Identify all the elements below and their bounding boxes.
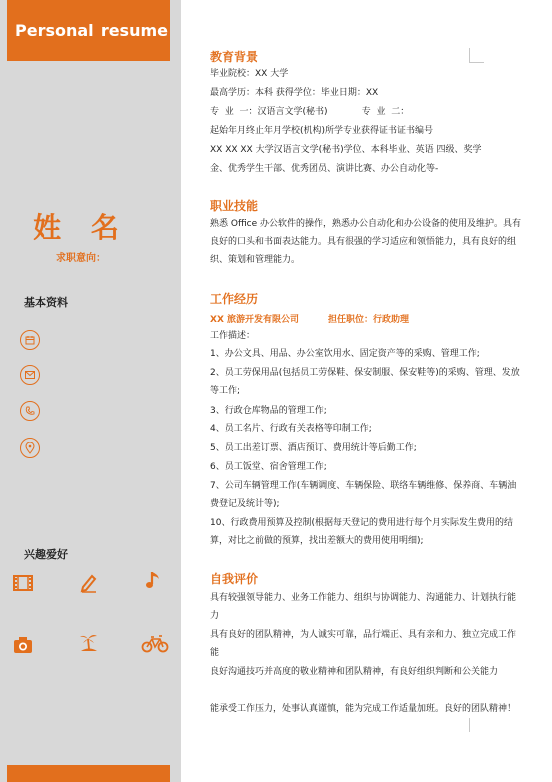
education-line: 最高学历：本科 获得学位：毕业日期：XX <box>210 88 379 98</box>
music-icon <box>143 569 165 591</box>
candidate-name: 姓 名 <box>33 211 129 244</box>
sidebar <box>0 0 181 782</box>
phone-icon <box>20 401 40 421</box>
education-line: 专 业 一：汉语言文学(秘书) 专 业 二： <box>210 107 410 117</box>
bicycle-icon <box>141 633 169 655</box>
skills-text: 熟悉 Office 办公软件的操作，熟悉办公自动化和办公设备的使用及维护。具有良好的口头和书面表达能力。具有很强的学习适应和领悟能力，具有良好的组织、策划和管理能力。 <box>210 219 521 265</box>
education-heading: 教育背景 <box>210 50 259 64</box>
self-eval-item: 能承受工作压力，处事认真谨慎，能为完成工作适量加班。良好的团队精神！ <box>210 704 517 714</box>
hobbies-heading: 兴趣爱好 <box>24 548 68 561</box>
work-item: 5、员工出差订票、酒店预订、费用统计等后勤工作; <box>210 443 417 453</box>
company-name: XX 旅游开发有限公司 <box>210 315 300 325</box>
work-item: 10、行政费用预算及控制(根据每天登记的费用进行每个月实际发生费用的结算，对比之前做的预算，找出差额大的费用使用明细); <box>210 518 513 546</box>
education-line: 毕业院校：XX 大学 <box>210 69 289 79</box>
education-line: 金、优秀学生干部、优秀团员、演讲比赛、办公自动化等- <box>210 164 439 174</box>
work-heading: 工作经历 <box>210 292 259 306</box>
self-eval-heading: 自我评价 <box>210 572 259 586</box>
education-line: 起始年月终止年月学校(机构)所学专业获得证书证书编号 <box>210 126 434 136</box>
footer-bar <box>7 765 170 782</box>
page-corner-mark-top <box>469 48 484 63</box>
location-icon <box>20 438 40 458</box>
self-eval-item: 良好沟通技巧并高度的敬业精神和团队精神，有良好组织判断和公关能力 <box>210 667 499 677</box>
skills-heading: 职业技能 <box>210 199 259 213</box>
self-eval-item: 具有较强领导能力、业务工作能力、组织与协调能力、沟通能力、计划执行能力 <box>210 593 517 621</box>
work-item: 4、员工名片、行政有关表格等印制工作; <box>210 424 372 434</box>
work-desc-label: 工作描述： <box>210 331 256 341</box>
camera-icon <box>12 634 34 656</box>
education-line: XX XX XX 大学汉语言文学(秘书)学位、本科毕业、英语 四级、奖学 <box>210 145 482 155</box>
title-word-resume: resume <box>100 21 168 40</box>
resume-title <box>7 21 170 40</box>
beach-icon <box>78 631 100 653</box>
title-word-personal: Personal <box>15 21 94 40</box>
work-item: 2、员工劳保用品(包括员工劳保鞋、保安制服、保安鞋等)的采购、管理、发放等工作; <box>210 368 520 396</box>
page-corner-mark-bottom <box>469 718 484 732</box>
header-banner <box>7 0 170 61</box>
work-item: 3、行政仓库物品的管理工作; <box>210 406 327 416</box>
self-eval-item: 具有良好的团队精神，为人诚实可靠，品行端正、具有亲和力、独立完成工作能 <box>210 630 517 658</box>
basic-info-heading: 基本资料 <box>24 296 68 309</box>
film-icon <box>12 572 34 594</box>
work-item: 1、办公文具、用品、办公室饮用水、固定资产等的采购、管理工作; <box>210 349 480 359</box>
job-intention: 求职意向： <box>56 253 106 264</box>
mail-icon <box>20 365 40 385</box>
work-item: 6、员工饭堂、宿舍管理工作; <box>210 462 327 472</box>
work-item: 7、公司车辆管理工作(车辆调度、车辆保险、联络车辆维修、保养商、车辆油费登记及统计等); <box>210 481 517 509</box>
calendar-icon <box>20 330 40 350</box>
pencil-icon <box>78 571 100 593</box>
job-position: 担任职位：行政助理 <box>328 315 410 325</box>
